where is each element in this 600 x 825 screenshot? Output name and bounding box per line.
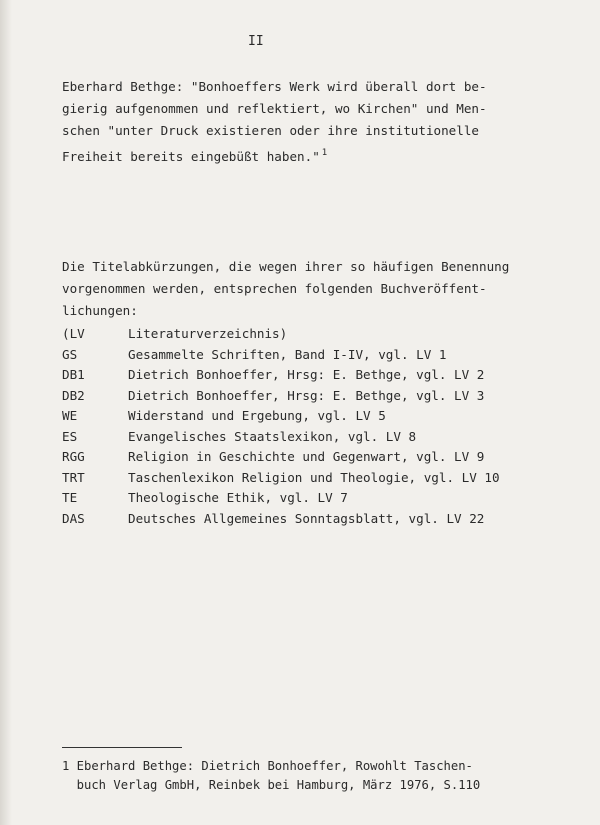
footnote-mark: 1 <box>321 148 328 158</box>
footnote-divider <box>62 747 182 748</box>
quote-line <box>62 142 532 168</box>
intro-line: lichungen: <box>62 303 138 318</box>
page-edge-shadow <box>0 0 12 825</box>
abbreviation-row <box>62 406 542 427</box>
abbreviation-key: DB2 <box>62 387 85 403</box>
bethge-quote <box>62 76 532 168</box>
abbreviation-value: Dietrich Bonhoeffer, Hrsg: E. Bethge, vgl. LV 3 <box>128 387 485 403</box>
abbreviation-row <box>62 427 542 448</box>
abbreviation-key: GS <box>62 346 78 362</box>
footnote <box>62 757 532 795</box>
abbreviation-key: RGG <box>62 449 85 464</box>
quote-line-text: Freiheit bereits eingebüßt haben." <box>62 149 320 164</box>
quote-line: Eberhard Bethge: "Bonhoeffers Werk wird überall dort be- <box>62 79 487 94</box>
abbreviation-value: Gesammelte Schriften, Band I-IV, vgl. LV 1 <box>128 346 447 362</box>
abbreviation-row <box>62 488 542 509</box>
abbreviation-intro <box>62 256 542 322</box>
quote-line: schen "unter Druck existieren oder ihre institutionelle <box>62 123 480 138</box>
abbreviation-value: Literaturverzeichnis) <box>128 326 288 341</box>
abbreviation-value: Evangelisches Staatslexikon, vgl. LV 8 <box>128 428 417 444</box>
abbreviation-key: ES <box>62 428 78 444</box>
abbreviation-row <box>62 447 542 468</box>
abbreviation-key: TRT <box>62 469 85 485</box>
abbreviation-key: DAS <box>62 510 85 526</box>
abbreviation-key: WE <box>62 408 78 423</box>
abbreviation-value: Widerstand und Ergebung, vgl. LV 5 <box>128 408 386 423</box>
abbreviation-row <box>62 468 542 489</box>
abbreviation-key: (LV <box>62 326 85 341</box>
abbreviation-key: TE <box>62 490 78 505</box>
abbreviation-list <box>62 324 542 529</box>
abbreviation-row <box>62 509 542 530</box>
abbreviation-value: Theologische Ethik, vgl. LV 7 <box>128 490 348 505</box>
footnote-line: 1 Eberhard Bethge: Dietrich Bonhoeffer, Rowohlt Taschen- <box>62 759 473 773</box>
abbreviation-row <box>62 386 542 407</box>
abbreviation-row <box>62 324 542 345</box>
quote-line: gierig aufgenommen und reflektiert, wo Kirchen" und Men- <box>62 101 487 116</box>
abbreviation-value: Religion in Geschichte und Gegenwart, vgl. LV 9 <box>128 449 485 464</box>
footnote-line: buch Verlag GmbH, Reinbek bei Hamburg, März 1976, S.110 <box>62 778 481 792</box>
intro-line: vorgenommen werden, entsprechen folgenden Buchveröffent- <box>62 281 487 296</box>
abbreviation-key: DB1 <box>62 367 85 382</box>
abbreviation-row <box>62 345 542 366</box>
abbreviation-row <box>62 365 542 386</box>
abbreviation-value: Taschenlexikon Religion und Theologie, vgl. LV 10 <box>128 469 500 485</box>
page-number: II <box>248 34 264 49</box>
intro-line: Die Titelabkürzungen, die wegen ihrer so häufigen Benennung <box>62 259 510 274</box>
abbreviation-value: Deutsches Allgemeines Sonntagsblatt, vgl. LV 22 <box>128 510 485 526</box>
abbreviation-value: Dietrich Bonhoeffer, Hrsg: E. Bethge, vgl. LV 2 <box>128 367 485 382</box>
